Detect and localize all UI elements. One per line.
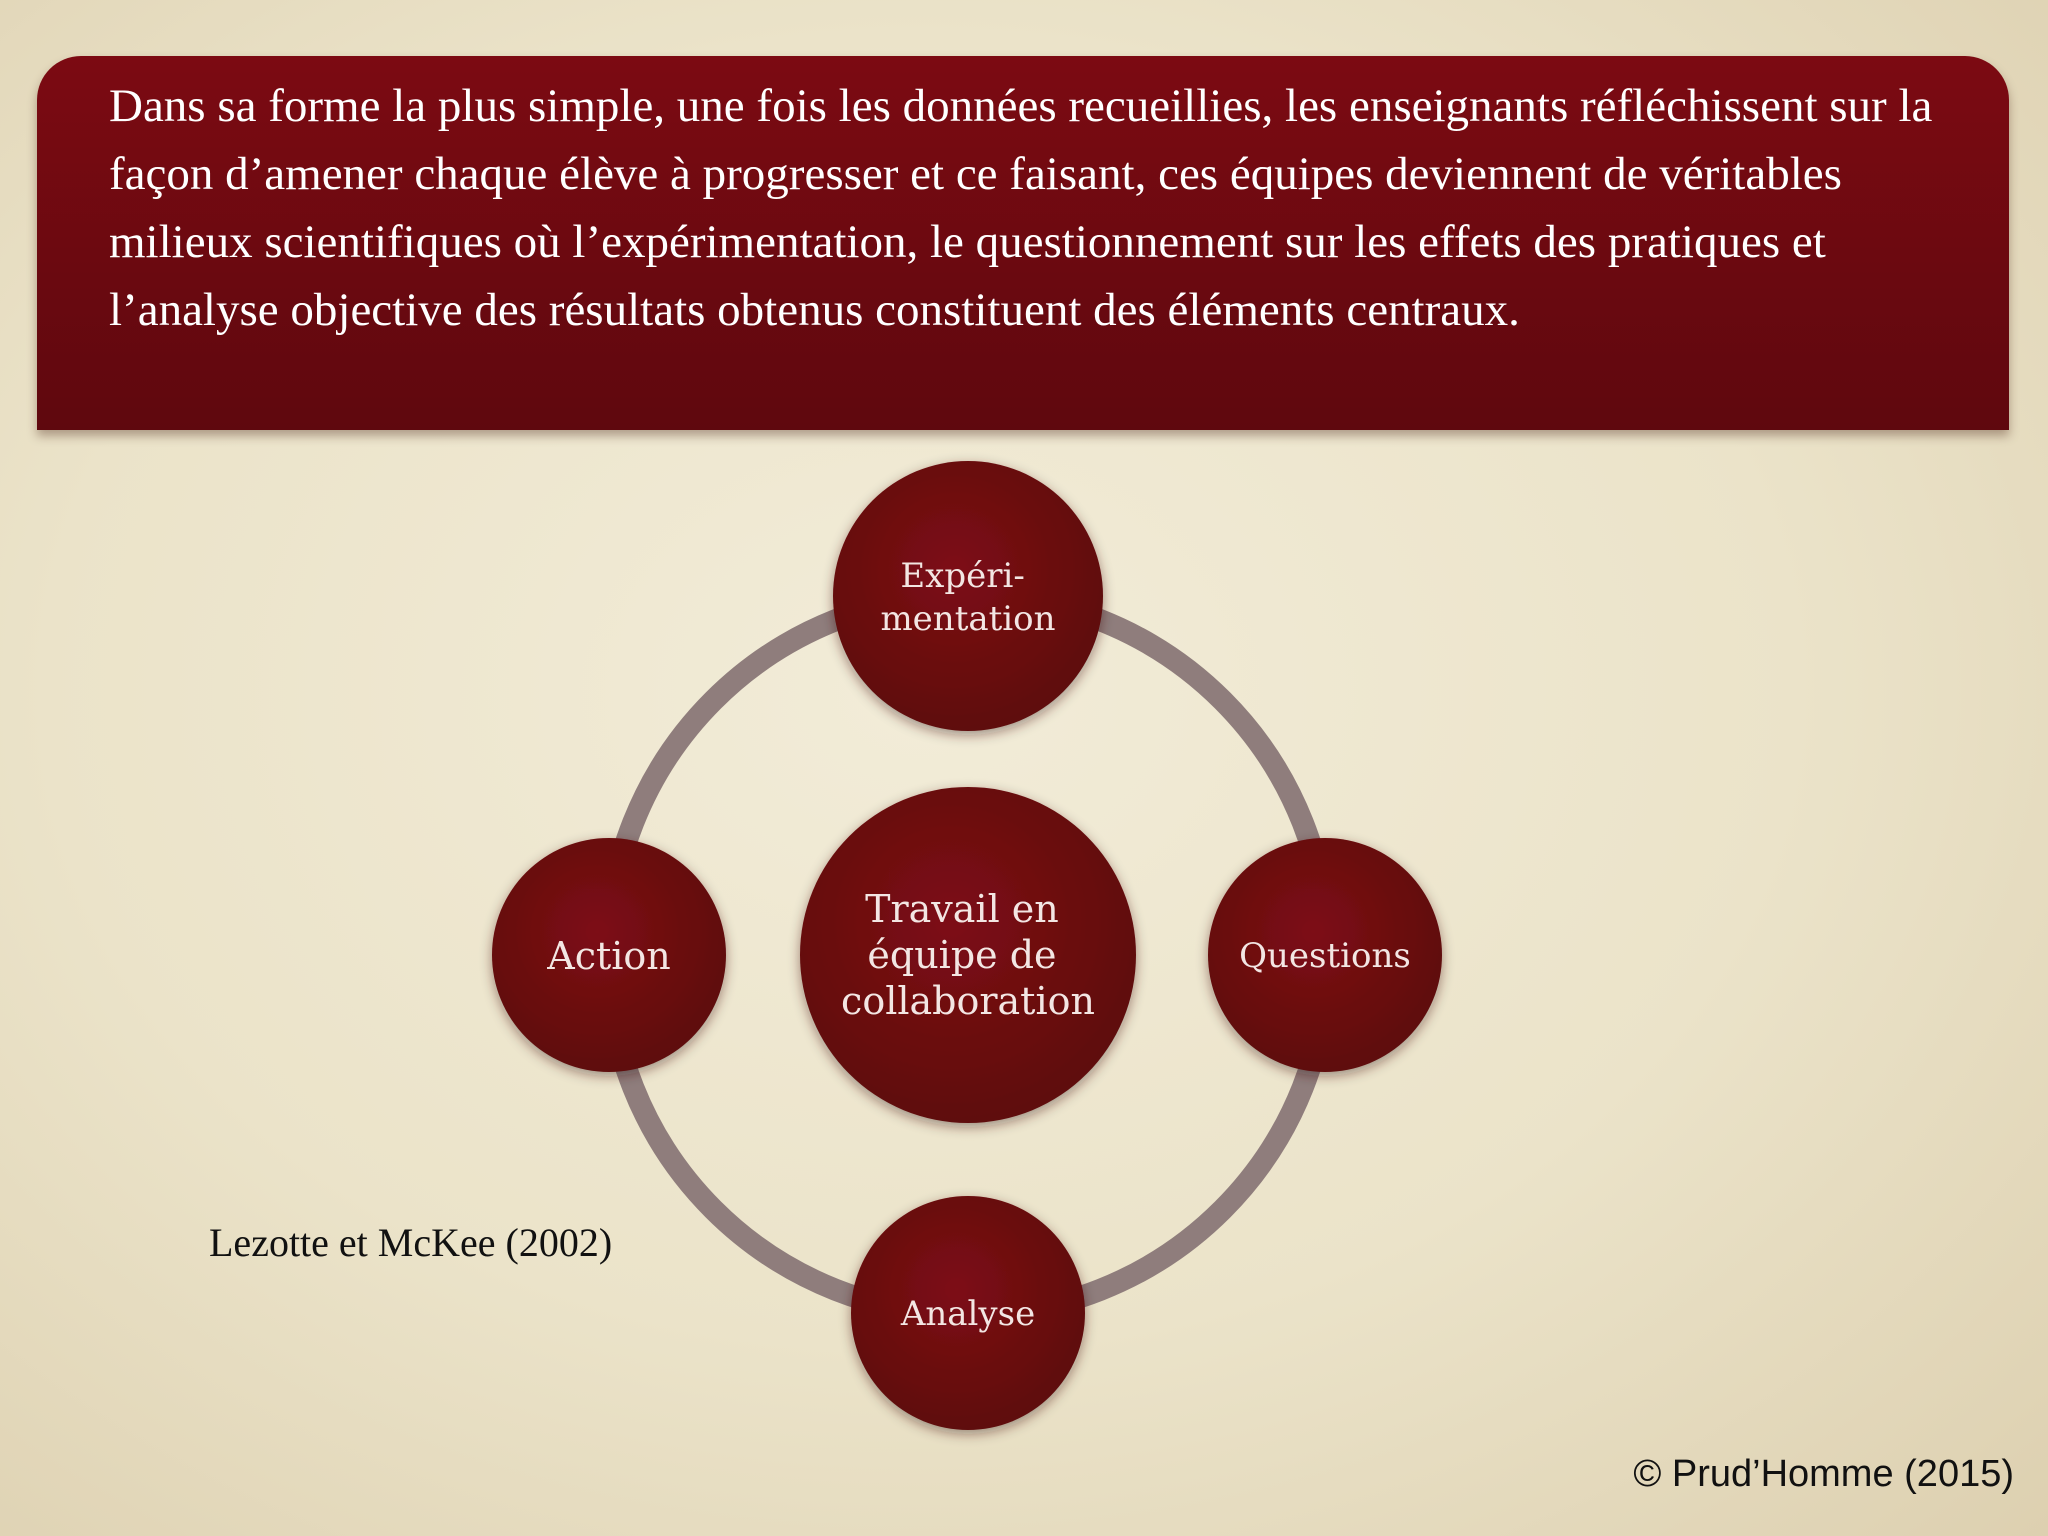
node-center — [800, 787, 1136, 1123]
node-right-label: Questions — [1239, 936, 1411, 976]
node-top — [833, 461, 1103, 731]
node-center-label: Travail en équipe de collaboration — [841, 887, 1095, 1023]
citation: Lezotte et McKee (2002) — [209, 1220, 613, 1265]
node-bottom — [851, 1196, 1085, 1430]
node-left — [492, 838, 726, 1072]
node-bottom-label: Analyse — [900, 1294, 1036, 1334]
node-right — [1208, 838, 1442, 1072]
banner-text: Dans sa forme la plus simple, une fois les données recueillies, les enseignants réfléchissent sur la façon d’amener chaque élève à progresser et ce faisant, ces équipes deviennent de véritables milieux scientifiques où l’expérimentation, le questionnement sur les effets des pratiques et l’analyse objective des résultats obtenus constituent des éléments centraux. — [109, 80, 1933, 336]
node-top-label: Expéri- mentation — [880, 556, 1056, 639]
node-left-label: Action — [547, 934, 671, 978]
copyright-notice: © Prud’Homme (2015) — [1633, 1453, 2014, 1495]
